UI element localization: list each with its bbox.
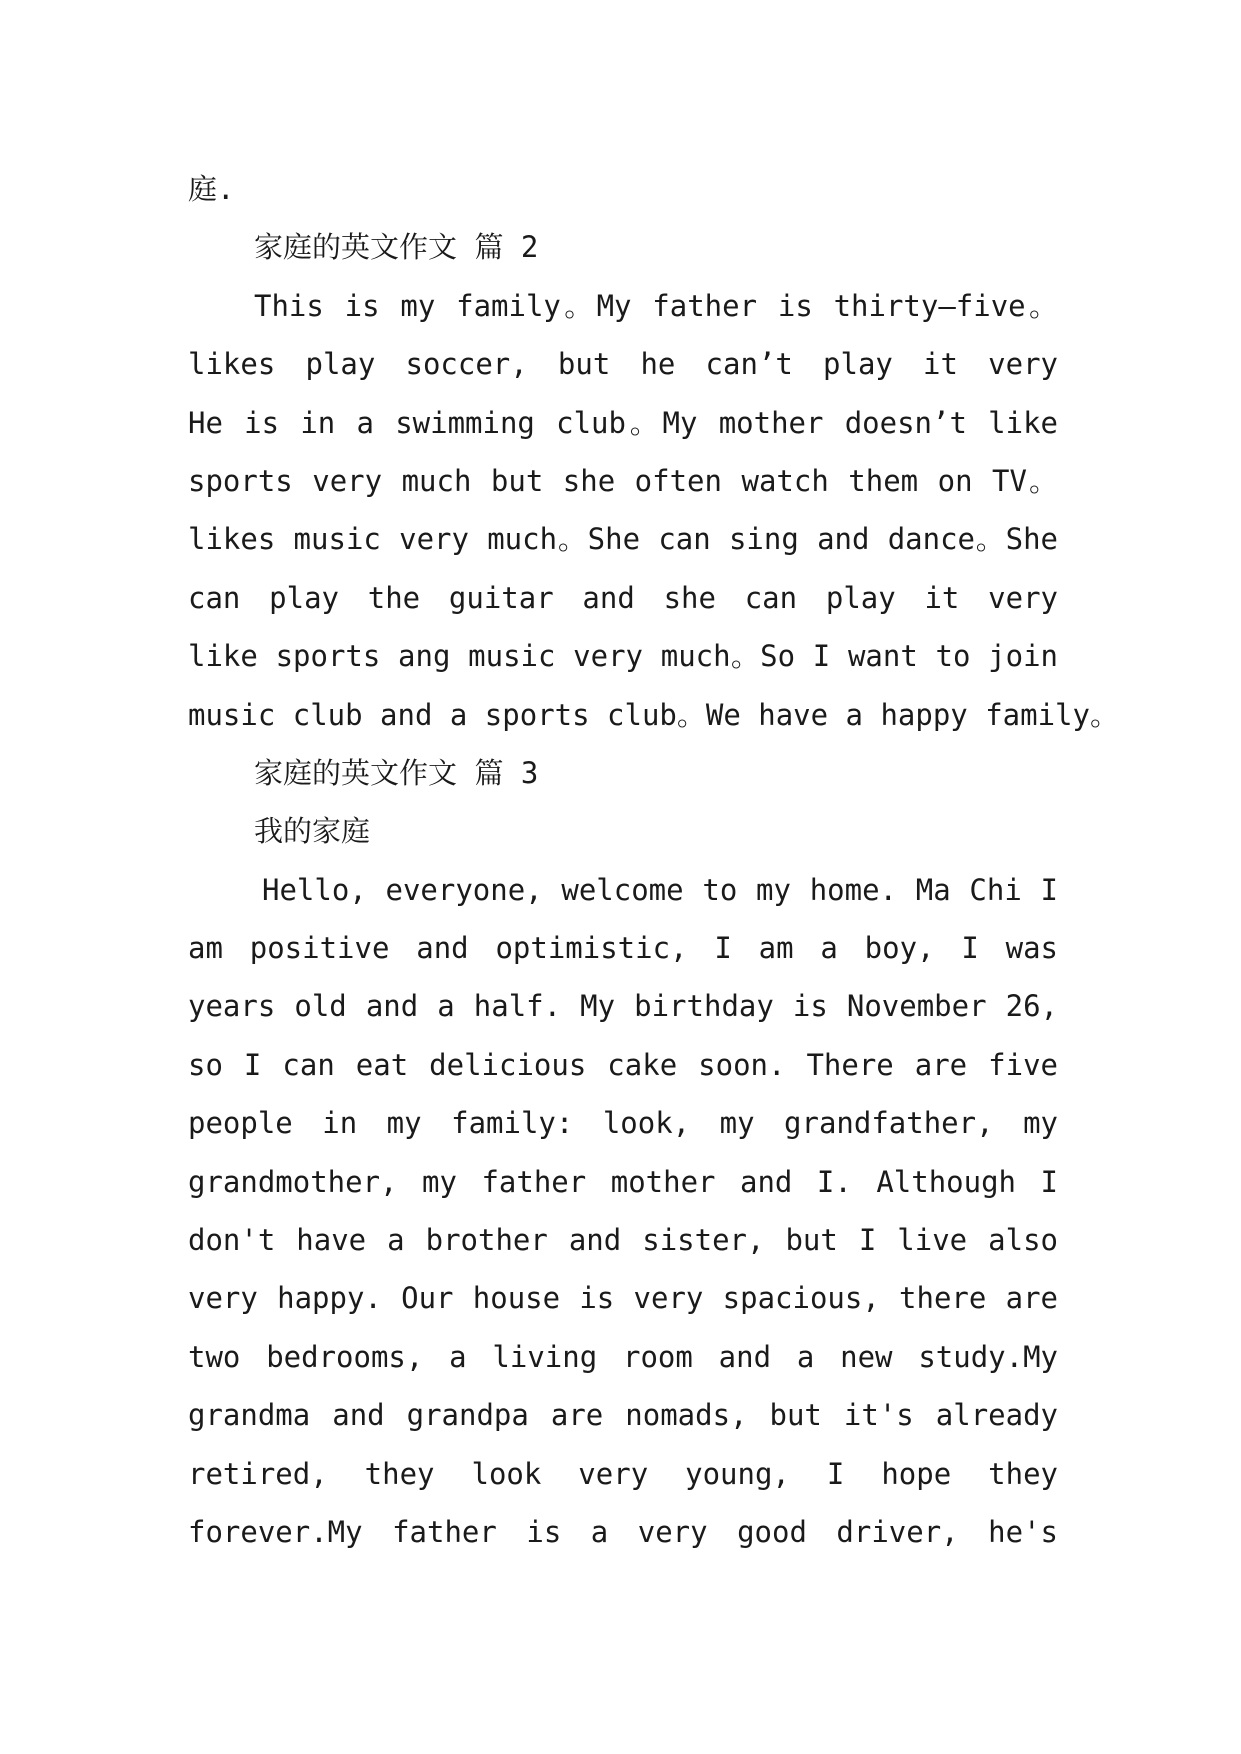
section-3-line: Hello, everyone, welcome to my home. Ma Chi I (262, 872, 1058, 907)
document-page (188, 160, 1119, 1561)
section-2-line: likes play soccer, but he can’t play it very (188, 347, 1058, 382)
section-3-line: grandmother, my father mother and I. Although I (188, 1164, 1058, 1199)
section-3-line: very happy. Our house is very spacious, there are (188, 1281, 1058, 1316)
section-2-line: can play the guitar and she can play it very (188, 580, 1058, 615)
continuation-text: 庭. (188, 172, 235, 206)
section-3-heading: 家庭的英文作文 篇 3 (254, 755, 539, 790)
section-3-line: grandma and grandpa are nomads, but it's already (188, 1398, 1058, 1433)
section-3-line: years old and a half. My birthday is November 26, (188, 989, 1058, 1024)
section-2-line: music club and a sports club。We have a happy family。 (188, 697, 1119, 732)
section-2-heading: 家庭的英文作文 篇 2 (254, 230, 539, 265)
section-3-line: don't have a brother and sister, but I live also (188, 1223, 1058, 1258)
section-3-line: two bedrooms, a living room and a new study.My (188, 1339, 1058, 1374)
section-2-line: This is my family。My father is thirty—five。 (254, 288, 1058, 323)
section-2-line: like sports ang music very much。So I want to join (188, 639, 1058, 674)
section-2-line: likes music very much。She can sing and dance。She (188, 522, 1058, 557)
section-3-line: forever.My father is a very good driver, he's (188, 1514, 1058, 1549)
section-3-line: so I can eat delicious cake soon. There are five (188, 1047, 1058, 1082)
section-3-line: retired, they look very young, I hope they (188, 1456, 1058, 1491)
section-3-subtitle: 我的家庭 (254, 814, 371, 849)
section-3-line: am positive and optimistic, I am a boy, I was (188, 931, 1058, 966)
section-3-line: people in my family: look, my grandfather, my (188, 1106, 1058, 1141)
section-2-line: sports very much but she often watch them on TV。 (188, 463, 1058, 498)
section-2-line: He is in a swimming club。My mother doesn’t like (188, 405, 1058, 440)
